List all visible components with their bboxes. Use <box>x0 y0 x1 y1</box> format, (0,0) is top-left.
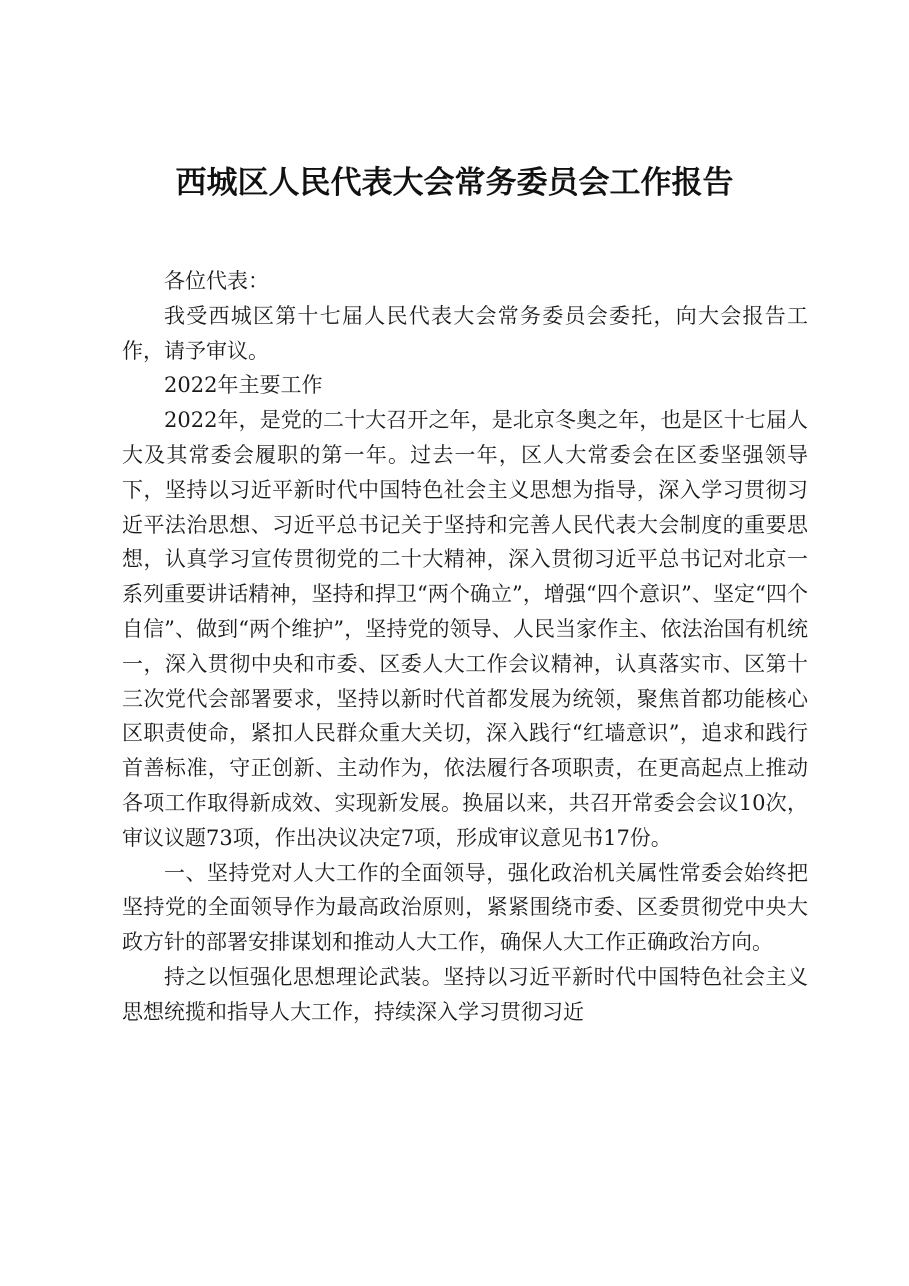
summary-paragraph: 2022年，是党的二十大召开之年，是北京冬奥之年，也是区十七届人大及其常委会履职的第一年。过去一年，区人大常委会在区委坚强领导下，坚持以习近平新时代中国特色社会主义思想为指导，深入学习贯彻习近平法治思想、习近平总书记关于坚持和完善人民代表大会制度的重要思想，认真学习宣传贯彻党的二十大精神，深入贯彻习近平总书记对北京一系列重要讲话精神，坚持和捍卫“两个确立”，增强“四个意识”、坚定“四个自信”、做到“两个维护”，坚持党的领导、人民当家作主、依法治国有机统一，深入贯彻中央和市委、区委人大工作会议精神，认真落实市、区第十三次党代会部署要求，坚持以新时代首都发展为统领，聚焦首都功能核心区职责使命，紧扣人民群众重大关切，深入践行“红墙意识”，追求和践行首善标准，守正创新、主动作为，依法履行各项职责，在更高起点上推动各项工作取得新成效、实现新发展。换届以来，共召开常委会会议10次，审议议题73项，作出决议决定7项，形成审议意见书17份。 <box>122 408 808 850</box>
document-title: 西城区人民代表大会常务委员会工作报告 <box>175 165 734 201</box>
section-heading-paragraph: 2022年主要工作 <box>164 373 323 398</box>
salutation-paragraph: 各位代表： <box>164 269 269 293</box>
intro-paragraph: 我受西城区第十七届人民代表大会常务委员会委托，向大会报告工作，请予审议。 <box>122 303 808 363</box>
theory-paragraph: 持之以恒强化思想理论武装。坚持以习近平新时代中国特色社会主义思想统揽和指导人大工作，持续深入学习贯彻习近 <box>122 964 808 1024</box>
section-one-paragraph: 一、坚持党对人大工作的全面领导，强化政治机关属性常委会始终把坚持党的全面领导作为最高政治原则，紧紧围绕市委、区委贯彻党中央大政方针的部署安排谋划和推动人大工作，确保人大工作正确政治方向。 <box>122 860 808 955</box>
document-body <box>122 264 808 1030</box>
